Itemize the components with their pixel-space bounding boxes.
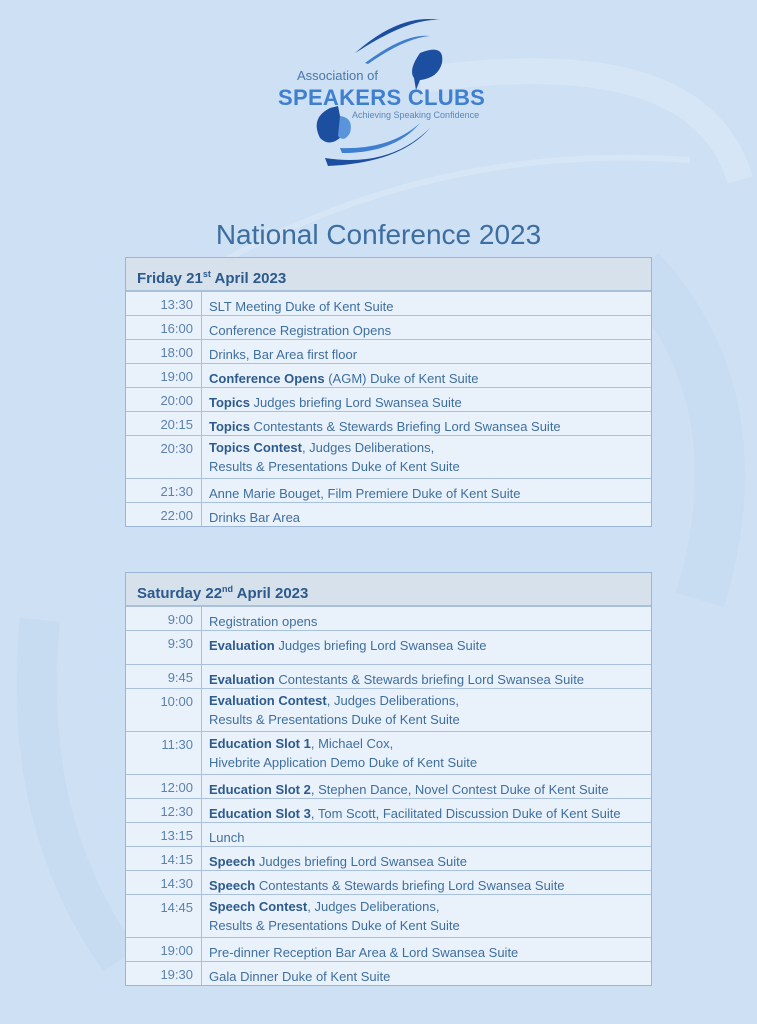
schedule-row bbox=[126, 412, 651, 436]
event-description: Education Slot 3, Tom Scott, Facilitated Discussion Duke of Kent Suite bbox=[209, 806, 621, 821]
event-time: 11:30 bbox=[126, 732, 202, 774]
schedule-row bbox=[126, 732, 651, 775]
event-time: 20:00 bbox=[126, 388, 202, 411]
event-time: 19:00 bbox=[126, 938, 202, 961]
event-description: Evaluation Contestants & Stewards briefing Lord Swansea Suite bbox=[209, 672, 585, 687]
schedule-row bbox=[126, 962, 651, 985]
event-description: Speech Judges briefing Lord Swansea Suite bbox=[209, 854, 467, 869]
event-description: Topics Contest, Judges Deliberations, Results & Presentations Duke of Kent Suite bbox=[209, 440, 460, 474]
schedule-row bbox=[126, 607, 651, 631]
day-header: Saturday 22nd April 2023 bbox=[126, 573, 651, 607]
event-description: Speech Contestants & Stewards briefing Lord Swansea Suite bbox=[209, 878, 565, 893]
schedule-row bbox=[126, 871, 651, 895]
schedule-row bbox=[126, 938, 651, 962]
event-description: Anne Marie Bouget, Film Premiere Duke of Kent Suite bbox=[209, 486, 521, 501]
logo-association-text: Association of bbox=[297, 68, 378, 83]
event-time: 10:00 bbox=[126, 689, 202, 731]
schedule-row bbox=[126, 340, 651, 364]
event-time: 22:00 bbox=[126, 503, 202, 526]
schedule-table-friday bbox=[125, 257, 652, 527]
event-description: Pre-dinner Reception Bar Area & Lord Swansea Suite bbox=[209, 945, 519, 960]
event-description: Evaluation Judges briefing Lord Swansea Suite bbox=[209, 638, 487, 653]
logo-tagline: Achieving Speaking Confidence bbox=[352, 110, 480, 120]
event-description: Topics Judges briefing Lord Swansea Suite bbox=[209, 395, 462, 410]
event-description: Drinks, Bar Area first floor bbox=[209, 347, 358, 362]
page-title: National Conference 2023 bbox=[215, 218, 542, 250]
event-time: 21:30 bbox=[126, 479, 202, 502]
schedule-row bbox=[126, 503, 651, 526]
event-time: 12:00 bbox=[126, 775, 202, 798]
event-time: 13:30 bbox=[126, 292, 202, 315]
event-time: 14:15 bbox=[126, 847, 202, 870]
event-time: 16:00 bbox=[126, 316, 202, 339]
event-time: 9:45 bbox=[126, 665, 202, 688]
association-logo bbox=[270, 8, 490, 183]
event-description: SLT Meeting Duke of Kent Suite bbox=[209, 299, 394, 314]
schedule-row bbox=[126, 775, 651, 799]
event-time: 12:30 bbox=[126, 799, 202, 822]
schedule-row bbox=[126, 479, 651, 503]
event-description: Speech Contest, Judges Deliberations, Results & Presentations Duke of Kent Suite bbox=[209, 899, 460, 933]
day-header: Friday 21st April 2023 bbox=[126, 258, 651, 292]
schedule-row bbox=[126, 799, 651, 823]
schedule-row bbox=[126, 436, 651, 479]
event-time: 14:45 bbox=[126, 895, 202, 937]
schedule-row bbox=[126, 292, 651, 316]
event-description: Education Slot 1, Michael Cox, Hivebrite Application Demo Duke of Kent Suite bbox=[209, 736, 478, 770]
schedule-row bbox=[126, 316, 651, 340]
schedule-row bbox=[126, 665, 651, 689]
schedule-row bbox=[126, 823, 651, 847]
event-description: Topics Contestants & Stewards Briefing Lord Swansea Suite bbox=[209, 419, 561, 434]
event-time: 19:30 bbox=[126, 962, 202, 985]
event-time: 9:00 bbox=[126, 607, 202, 630]
schedule-row bbox=[126, 388, 651, 412]
event-description: Registration opens bbox=[209, 614, 318, 629]
event-description: Education Slot 2, Stephen Dance, Novel Contest Duke of Kent Suite bbox=[209, 782, 609, 797]
event-description: Conference Registration Opens bbox=[209, 323, 392, 338]
event-time: 20:15 bbox=[126, 412, 202, 435]
event-description: Drinks Bar Area bbox=[209, 510, 301, 525]
event-time: 19:00 bbox=[126, 364, 202, 387]
schedule-row bbox=[126, 847, 651, 871]
event-time: 20:30 bbox=[126, 436, 202, 478]
event-time: 14:30 bbox=[126, 871, 202, 894]
schedule-table-saturday bbox=[125, 572, 652, 986]
schedule-row bbox=[126, 689, 651, 732]
event-time: 9:30 bbox=[126, 631, 202, 664]
event-description: Lunch bbox=[209, 830, 245, 845]
schedule-row bbox=[126, 631, 651, 665]
schedule-row bbox=[126, 895, 651, 938]
event-description: Evaluation Contest, Judges Deliberations, Results & Presentations Duke of Kent Suite bbox=[209, 693, 460, 727]
event-description: Conference Opens (AGM) Duke of Kent Suite bbox=[209, 371, 479, 386]
event-description: Gala Dinner Duke of Kent Suite bbox=[209, 969, 391, 984]
event-time: 13:15 bbox=[126, 823, 202, 846]
event-time: 18:00 bbox=[126, 340, 202, 363]
logo-brand-text: SPEAKERS CLUBS bbox=[278, 85, 486, 110]
schedule-row bbox=[126, 364, 651, 388]
